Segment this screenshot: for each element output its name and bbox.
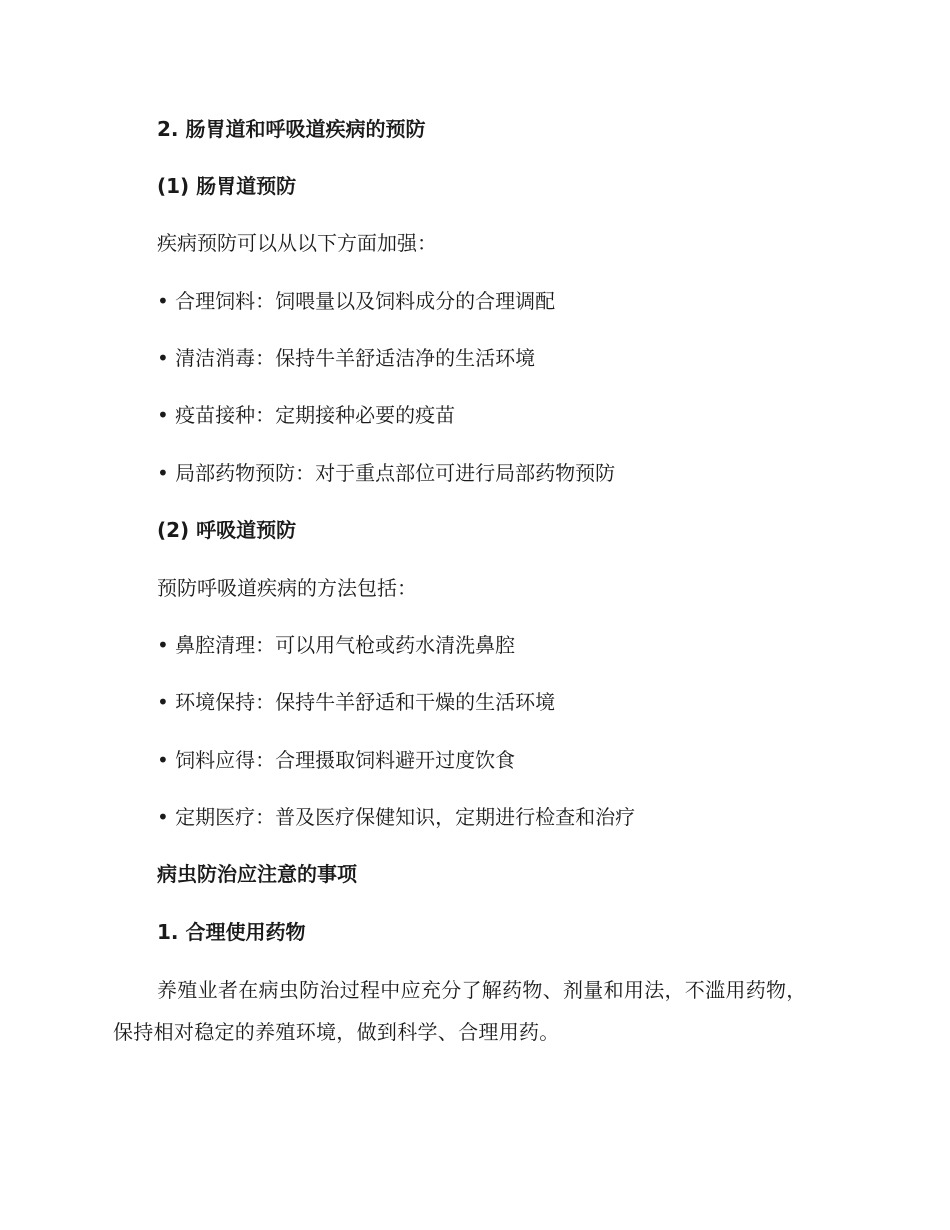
list-item: • 环境保持：保持牛羊舒适和干燥的生活环境 (157, 690, 556, 714)
drug-use-heading: 1. 合理使用药物 (157, 920, 306, 944)
section-heading: 2. 肠胃道和呼吸道疾病的预防 (157, 117, 426, 141)
list-item: • 疫苗接种：定期接种必要的疫苗 (157, 403, 456, 427)
list-item: • 鼻腔清理：可以用气枪或药水清洗鼻腔 (157, 633, 516, 657)
gi-intro-text: 疾病预防可以从以下方面加强： (157, 231, 437, 255)
gi-prevention-heading: (1) 肠胃道预防 (157, 174, 297, 198)
resp-prevention-heading: (2) 呼吸道预防 (157, 518, 297, 542)
list-item: • 定期医疗：普及医疗保健知识，定期进行检查和治疗 (157, 805, 636, 829)
drug-use-paragraph: 养殖业者在病虫防治过程中应充分了解药物、剂量和用法，不滥用药物，保持相对稳定的养殖环境，做到科学、合理用药。 (113, 978, 807, 1044)
list-item: • 清洁消毒：保持牛羊舒适洁净的生活环境 (157, 346, 536, 370)
notes-heading: 病虫防治应注意的事项 (157, 862, 357, 886)
list-item: • 饲料应得：合理摄取饲料避开过度饮食 (157, 748, 516, 772)
list-item: • 合理饲料：饲喂量以及饲料成分的合理调配 (157, 289, 556, 313)
list-item: • 局部药物预防：对于重点部位可进行局部药物预防 (157, 461, 616, 485)
resp-intro-text: 预防呼吸道疾病的方法包括： (157, 576, 417, 600)
